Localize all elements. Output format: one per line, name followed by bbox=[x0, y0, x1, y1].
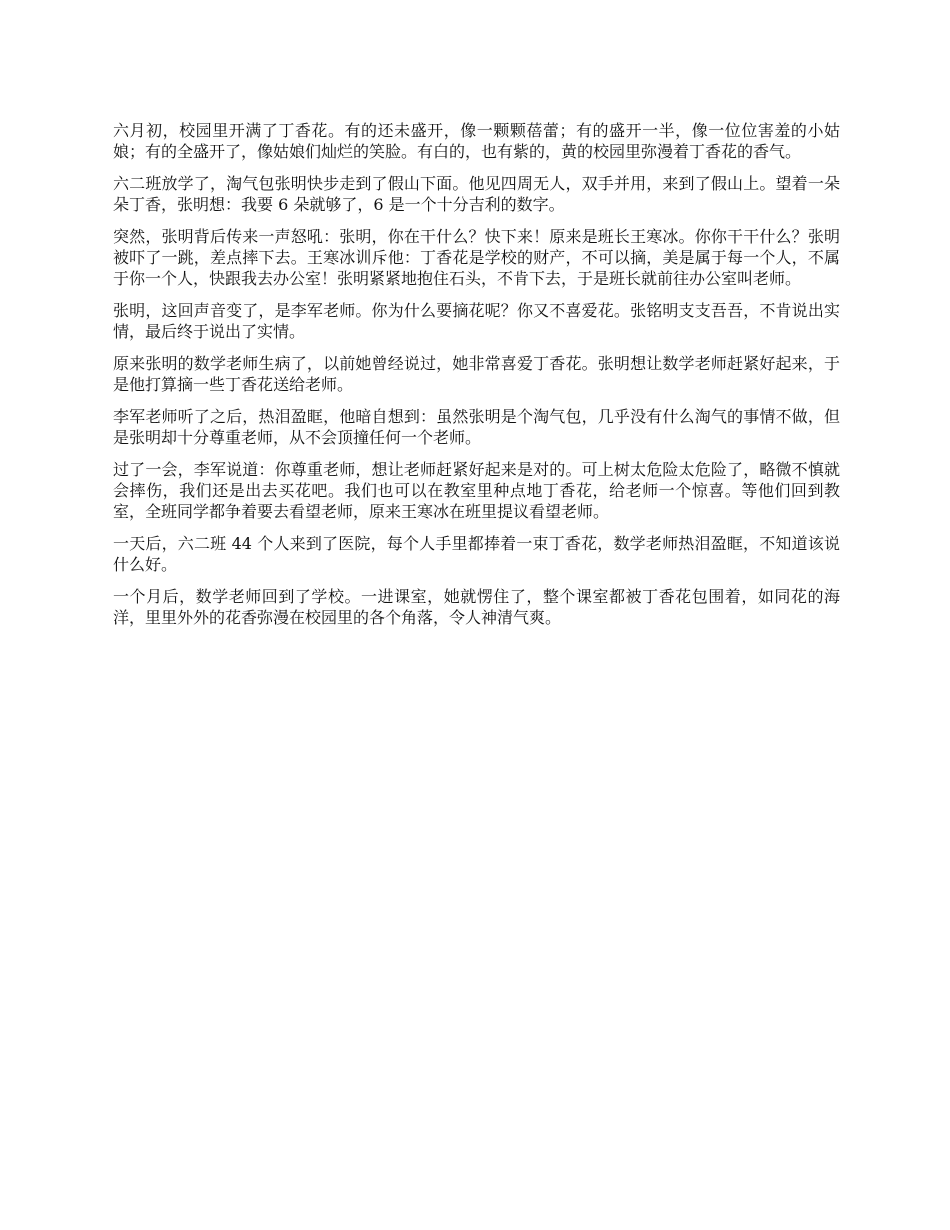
document-body bbox=[113, 120, 840, 639]
paragraph: 六二班放学了，淘气包张明快步走到了假山下面。他见四周无人，双手并用，来到了假山上。望着一朵朵丁香，张明想：我要 6 朵就够了，6 是一个十分吉利的数字。 bbox=[113, 174, 840, 214]
paragraph: 一个月后，数学老师回到了学校。一进课室，她就愣住了，整个课室都被丁香花包围着，如同花的海洋，里里外外的花香弥漫在校园里的各个角落，令人神清气爽。 bbox=[113, 587, 840, 627]
paragraph: 李军老师听了之后，热泪盈眶，他暗自想到：虽然张明是个淘气包，几乎没有什么淘气的事情不做，但是张明却十分尊重老师，从不会顶撞任何一个老师。 bbox=[113, 407, 840, 447]
paragraph: 六月初，校园里开满了丁香花。有的还未盛开，像一颗颗蓓蕾；有的盛开一半，像一位位害羞的小姑娘；有的全盛开了，像姑娘们灿烂的笑脸。有白的，也有紫的，黄的校园里弥漫着丁香花的香气。 bbox=[113, 121, 840, 161]
paragraph: 原来张明的数学老师生病了，以前她曾经说过，她非常喜爱丁香花。张明想让数学老师赶紧好起来，于是他打算摘一些丁香花送给老师。 bbox=[113, 354, 840, 394]
paragraph: 过了一会，李军说道：你尊重老师，想让老师赶紧好起来是对的。可上树太危险太危险了，略微不慎就会摔伤，我们还是出去买花吧。我们也可以在教室里种点地丁香花，给老师一个惊喜。等他们回到教室，全班同学都争着要去看望老师，原来王寒冰在班里提议看望老师。 bbox=[113, 460, 840, 521]
paragraph: 张明，这回声音变了，是李军老师。你为什么要摘花呢？你又不喜爱花。张铭明支支吾吾，不肯说出实情，最后终于说出了实情。 bbox=[113, 301, 840, 341]
paragraph: 突然，张明背后传来一声怒吼：张明，你在干什么？快下来！原来是班长王寒冰。你你干干什么？张明被吓了一跳，差点摔下去。王寒冰训斥他：丁香花是学校的财产，不可以摘，美是属于每一个人，不属于你一个人，快跟我去办公室！张明紧紧地抱住石头，不肯下去，于是班长就前往办公室叫老师。 bbox=[113, 227, 840, 288]
paragraph: 一天后，六二班 44 个人来到了医院，每个人手里都捧着一束丁香花，数学老师热泪盈眶，不知道该说什么好。 bbox=[113, 534, 840, 574]
